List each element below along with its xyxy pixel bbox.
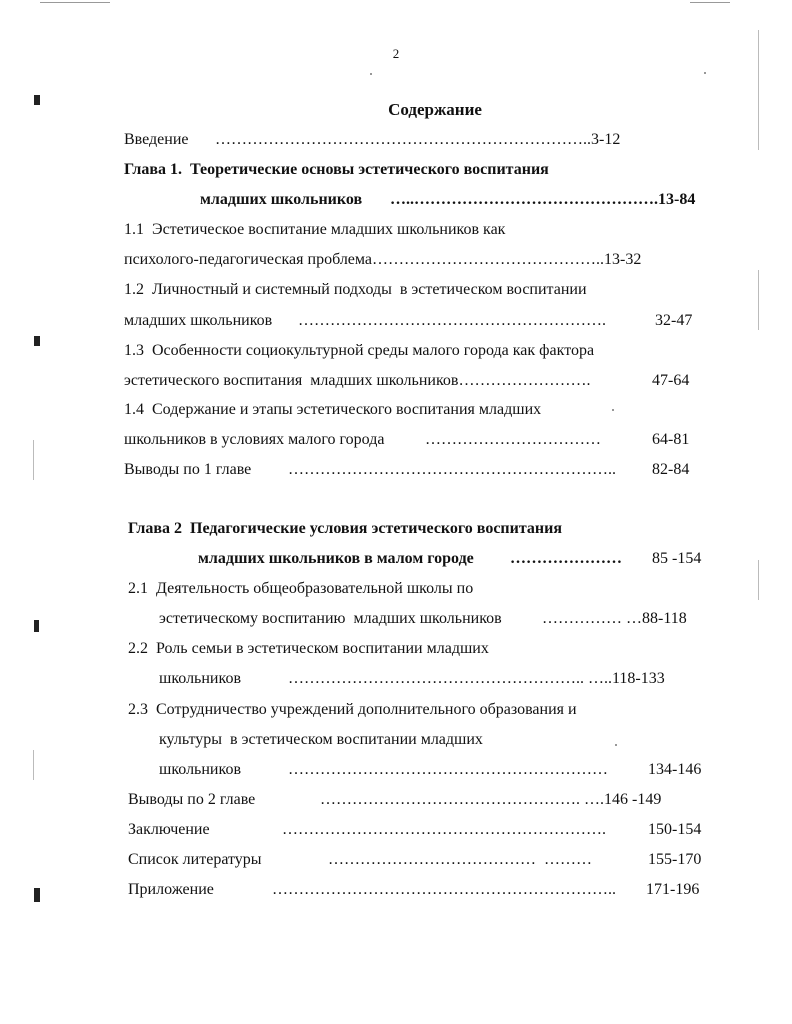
toc-entry-text: 2.2 Роль семьи в эстетическом воспитании младших — [128, 640, 489, 657]
toc-entry-pages: 134-146 — [648, 761, 702, 778]
scan-speck — [615, 744, 617, 746]
toc-entry — [159, 609, 502, 629]
toc-entry — [124, 341, 594, 361]
toc-entry-text: Заключение — [128, 821, 210, 838]
toc-entry-text: 2.1 Деятельность общеобразовательной школы по — [128, 580, 474, 597]
toc-entry-dots: …..………………………………………. — [390, 191, 658, 208]
toc-entry-pages: 82-84 — [652, 461, 690, 478]
toc-entry — [128, 519, 562, 539]
toc-entry — [124, 160, 549, 180]
toc-entry-text: Глава 2 Педагогические условия эстетического воспитания — [128, 520, 563, 537]
scan-line — [33, 440, 34, 480]
toc-entry-pages: 3-12 — [591, 131, 621, 148]
toc-entry — [128, 639, 489, 659]
toc-entry-text: Выводы по 1 главе — [124, 461, 252, 478]
toc-entry — [128, 850, 262, 870]
toc-entry — [124, 130, 189, 150]
scan-line — [40, 2, 110, 3]
toc-entry-text: Список литературы — [128, 851, 262, 868]
toc-entry — [128, 700, 577, 720]
toc-entry-pages: 146 -149 — [604, 791, 662, 808]
toc-entry-pages: 47-64 — [652, 372, 690, 389]
toc-entry-text: эстетического воспитания младших школьников — [124, 372, 459, 389]
toc-entry-dots: …………………………………………………………….. — [215, 131, 591, 148]
toc-entry-pages: 13-32 — [604, 251, 642, 268]
toc-entry-pages: 64-81 — [652, 431, 690, 448]
toc-entry-text: 1.2 Личностный и системный подходы в эстетическом воспитании — [124, 281, 587, 298]
toc-entry-text: школьников — [159, 670, 241, 687]
toc-entry — [128, 880, 214, 900]
toc-entry-dots: …………………………………………. …. — [320, 791, 604, 808]
toc-entry-dots: …………………………………………………….. — [288, 461, 616, 478]
toc-entry — [124, 400, 541, 420]
toc-entry-text: Приложение — [128, 881, 214, 898]
scan-line — [690, 2, 730, 3]
toc-entry-pages: 118-133 — [612, 670, 665, 687]
toc-entry-text: младших школьников в малом городе — [198, 550, 474, 567]
toc-entry-leader — [215, 130, 620, 150]
scan-line — [758, 560, 759, 600]
scan-mark — [34, 888, 40, 902]
toc-entry-pages: 171-196 — [646, 881, 700, 898]
toc-entry-pages: 85 -154 — [652, 550, 702, 567]
toc-entry — [124, 311, 272, 331]
toc-entry-leader — [288, 460, 616, 480]
toc-entry — [128, 579, 473, 599]
scan-line — [33, 750, 34, 780]
toc-entry-text: Выводы по 2 главе — [128, 791, 256, 808]
toc-entry-leader — [320, 790, 661, 810]
toc-entry-text: младших школьников — [124, 312, 273, 329]
toc-entry — [128, 790, 255, 810]
toc-entry-dots: …………………………………………………… — [288, 761, 608, 778]
toc-entry-leader — [328, 850, 592, 870]
toc-entry-leader — [390, 190, 695, 210]
toc-entry-leader — [288, 669, 665, 689]
toc-entry-leader — [298, 311, 606, 331]
toc-entry — [124, 371, 590, 391]
toc-entry — [124, 430, 384, 450]
toc-entry-dots: ……………………………………………….. ….. — [288, 670, 612, 687]
toc-entry-text: школьников — [159, 761, 241, 778]
toc-entry — [198, 549, 474, 569]
scan-speck — [370, 73, 372, 75]
toc-entry-text: школьников в условиях малого города — [124, 431, 385, 448]
toc-entry — [124, 280, 587, 300]
toc-entry-leader — [288, 760, 608, 780]
scan-mark — [34, 336, 40, 346]
scan-speck — [704, 72, 706, 74]
toc-entry-dots: …………………………………….. — [372, 251, 605, 268]
toc-entry-text: младших школьников — [200, 191, 363, 208]
toc-entry — [159, 760, 241, 780]
toc-entry-leader — [425, 430, 601, 450]
toc-entry-dots: ……………………. — [458, 372, 591, 389]
toc-entry-text: 1.3 Особенности социокультурной среды малого города как фактора — [124, 342, 595, 359]
toc-entry-leader — [542, 609, 687, 629]
toc-entry-dots: ……………………………………………………. — [282, 821, 606, 838]
toc-entry-leader — [510, 549, 622, 569]
toc-entry-text: Введение — [124, 131, 189, 148]
toc-entry-text: 2.3 Сотрудничество учреждений дополнительного образования и — [128, 701, 577, 718]
page-number: 2 — [392, 46, 400, 61]
toc-entry-leader — [272, 880, 616, 900]
toc-entry — [128, 820, 210, 840]
scan-speck — [612, 409, 614, 411]
toc-entry-pages: 13-84 — [658, 191, 696, 208]
toc-entry-text: Глава 1. Теоретические основы эстетического воспитания — [124, 161, 549, 178]
toc-entry-pages: 150-154 — [648, 821, 702, 838]
toc-entry — [200, 190, 362, 210]
toc-entry — [124, 460, 251, 480]
scan-mark — [34, 620, 39, 632]
toc-entry-pages: 155-170 — [648, 851, 702, 868]
toc-entry-dots: …………………………………………………. — [298, 312, 606, 329]
toc-entry-dots: ………………………………… ……… — [328, 851, 592, 868]
toc-entry — [124, 220, 505, 240]
toc-entry-text: психолого-педагогическая проблема — [124, 251, 373, 268]
toc-entry-dots: …………………………… — [425, 431, 601, 448]
toc-entry-pages: 88-118 — [642, 610, 687, 627]
toc-entry-text: культуры в эстетическом воспитании младших — [159, 731, 483, 748]
toc-entry-dots: ………………… — [510, 550, 622, 567]
toc-entry-text: 1.1 Эстетическое воспитание младших школьников как — [124, 221, 506, 238]
toc-entry-text: эстетическому воспитанию младших школьников — [159, 610, 502, 627]
toc-entry-dots: ……………………………………………………….. — [272, 881, 616, 898]
toc-entry-leader — [282, 820, 606, 840]
scan-line — [758, 270, 759, 330]
toc-entry — [124, 250, 641, 270]
toc-entry — [159, 669, 241, 689]
page-title: Содержание — [388, 100, 482, 119]
toc-entry-text: 1.4 Содержание и этапы эстетического воспитания младших — [124, 401, 542, 418]
toc-entry — [159, 730, 483, 750]
toc-entry-dots: …………… … — [542, 610, 642, 627]
toc-entry-pages: 32-47 — [655, 312, 693, 329]
